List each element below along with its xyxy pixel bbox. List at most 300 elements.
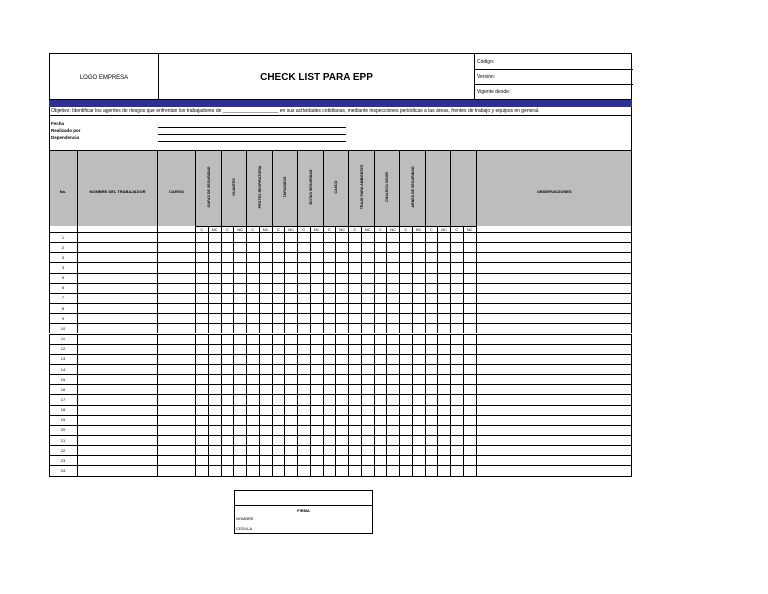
cumple-cell[interactable]: [247, 313, 260, 323]
no-cumple-cell[interactable]: [464, 252, 477, 262]
cumple-cell[interactable]: [324, 384, 337, 394]
no-cumple-cell[interactable]: [285, 323, 298, 333]
cumple-cell[interactable]: [349, 242, 362, 252]
cumple-cell[interactable]: [196, 364, 209, 374]
cumple-cell[interactable]: [273, 334, 286, 344]
cumple-cell[interactable]: [298, 293, 311, 303]
cumple-cell[interactable]: [375, 242, 388, 252]
cumple-cell[interactable]: [400, 313, 413, 323]
no-cumple-cell[interactable]: [234, 252, 247, 262]
observaciones-cell[interactable]: [477, 465, 633, 475]
no-cumple-cell[interactable]: [209, 323, 222, 333]
no-cumple-cell[interactable]: [387, 364, 400, 374]
cumple-cell[interactable]: [247, 262, 260, 272]
cargo-cell[interactable]: [158, 252, 196, 262]
no-cumple-cell[interactable]: [234, 323, 247, 333]
cumple-cell[interactable]: [375, 303, 388, 313]
cumple-cell[interactable]: [196, 242, 209, 252]
cumple-cell[interactable]: [451, 303, 464, 313]
cargo-cell[interactable]: [158, 445, 196, 455]
cumple-cell[interactable]: [375, 323, 388, 333]
cumple-cell[interactable]: [426, 415, 439, 425]
observaciones-cell[interactable]: [477, 323, 633, 333]
no-cumple-cell[interactable]: [336, 242, 349, 252]
cumple-cell[interactable]: [247, 334, 260, 344]
cumple-cell[interactable]: [196, 293, 209, 303]
no-cumple-cell[interactable]: [464, 273, 477, 283]
cumple-cell[interactable]: [196, 283, 209, 293]
cumple-cell[interactable]: [222, 435, 235, 445]
no-cumple-cell[interactable]: [311, 334, 324, 344]
no-cumple-cell[interactable]: [311, 465, 324, 475]
no-cumple-cell[interactable]: [336, 283, 349, 293]
cumple-cell[interactable]: [375, 344, 388, 354]
no-cumple-cell[interactable]: [464, 242, 477, 252]
cargo-cell[interactable]: [158, 364, 196, 374]
cumple-cell[interactable]: [196, 252, 209, 262]
cumple-cell[interactable]: [426, 262, 439, 272]
no-cumple-cell[interactable]: [413, 405, 426, 415]
cumple-cell[interactable]: [247, 242, 260, 252]
no-cumple-cell[interactable]: [260, 384, 273, 394]
no-cumple-cell[interactable]: [413, 273, 426, 283]
no-cumple-cell[interactable]: [464, 232, 477, 242]
no-cumple-cell[interactable]: [209, 425, 222, 435]
cumple-cell[interactable]: [400, 252, 413, 262]
no-cumple-cell[interactable]: [285, 445, 298, 455]
no-cumple-cell[interactable]: [413, 313, 426, 323]
cumple-cell[interactable]: [349, 415, 362, 425]
cumple-cell[interactable]: [324, 334, 337, 344]
no-cumple-cell[interactable]: [362, 313, 375, 323]
no-cumple-cell[interactable]: [285, 435, 298, 445]
no-cumple-cell[interactable]: [464, 283, 477, 293]
dependencia-field[interactable]: [158, 141, 346, 142]
cumple-cell[interactable]: [349, 323, 362, 333]
cumple-cell[interactable]: [375, 445, 388, 455]
no-cumple-cell[interactable]: [234, 354, 247, 364]
cumple-cell[interactable]: [222, 374, 235, 384]
no-cumple-cell[interactable]: [413, 344, 426, 354]
cumple-cell[interactable]: [324, 415, 337, 425]
nombre-cell[interactable]: [78, 344, 158, 354]
nombre-cell[interactable]: [78, 334, 158, 344]
cumple-cell[interactable]: [375, 425, 388, 435]
cumple-cell[interactable]: [375, 354, 388, 364]
no-cumple-cell[interactable]: [438, 293, 451, 303]
cargo-cell[interactable]: [158, 344, 196, 354]
cumple-cell[interactable]: [273, 445, 286, 455]
cumple-cell[interactable]: [273, 384, 286, 394]
no-cumple-cell[interactable]: [336, 465, 349, 475]
no-cumple-cell[interactable]: [311, 283, 324, 293]
cumple-cell[interactable]: [375, 232, 388, 242]
nombre-cell[interactable]: [78, 262, 158, 272]
no-cumple-cell[interactable]: [464, 262, 477, 272]
no-cumple-cell[interactable]: [311, 303, 324, 313]
no-cumple-cell[interactable]: [311, 313, 324, 323]
cumple-cell[interactable]: [426, 323, 439, 333]
cumple-cell[interactable]: [324, 465, 337, 475]
no-cumple-cell[interactable]: [260, 252, 273, 262]
cumple-cell[interactable]: [400, 445, 413, 455]
cumple-cell[interactable]: [426, 242, 439, 252]
cumple-cell[interactable]: [273, 344, 286, 354]
no-cumple-cell[interactable]: [260, 445, 273, 455]
no-cumple-cell[interactable]: [311, 344, 324, 354]
cumple-cell[interactable]: [451, 313, 464, 323]
cumple-cell[interactable]: [426, 394, 439, 404]
cargo-cell[interactable]: [158, 394, 196, 404]
no-cumple-cell[interactable]: [285, 313, 298, 323]
cumple-cell[interactable]: [400, 334, 413, 344]
cargo-cell[interactable]: [158, 415, 196, 425]
no-cumple-cell[interactable]: [438, 445, 451, 455]
cumple-cell[interactable]: [222, 334, 235, 344]
no-cumple-cell[interactable]: [285, 273, 298, 283]
cumple-cell[interactable]: [426, 293, 439, 303]
cumple-cell[interactable]: [400, 242, 413, 252]
cumple-cell[interactable]: [222, 323, 235, 333]
no-cumple-cell[interactable]: [387, 445, 400, 455]
cumple-cell[interactable]: [298, 334, 311, 344]
no-cumple-cell[interactable]: [209, 293, 222, 303]
no-cumple-cell[interactable]: [285, 232, 298, 242]
no-cumple-cell[interactable]: [209, 405, 222, 415]
cumple-cell[interactable]: [426, 313, 439, 323]
no-cumple-cell[interactable]: [311, 252, 324, 262]
cumple-cell[interactable]: [247, 344, 260, 354]
observaciones-cell[interactable]: [477, 252, 633, 262]
no-cumple-cell[interactable]: [209, 354, 222, 364]
cumple-cell[interactable]: [222, 445, 235, 455]
no-cumple-cell[interactable]: [311, 323, 324, 333]
cumple-cell[interactable]: [426, 435, 439, 445]
no-cumple-cell[interactable]: [209, 242, 222, 252]
observaciones-cell[interactable]: [477, 293, 633, 303]
no-cumple-cell[interactable]: [464, 364, 477, 374]
no-cumple-cell[interactable]: [438, 344, 451, 354]
cumple-cell[interactable]: [451, 394, 464, 404]
cumple-cell[interactable]: [273, 293, 286, 303]
cumple-cell[interactable]: [222, 232, 235, 242]
cumple-cell[interactable]: [324, 232, 337, 242]
nombre-cell[interactable]: [78, 405, 158, 415]
cumple-cell[interactable]: [324, 354, 337, 364]
no-cumple-cell[interactable]: [234, 405, 247, 415]
observaciones-cell[interactable]: [477, 262, 633, 272]
observaciones-cell[interactable]: [477, 435, 633, 445]
no-cumple-cell[interactable]: [413, 262, 426, 272]
no-cumple-cell[interactable]: [362, 364, 375, 374]
no-cumple-cell[interactable]: [285, 405, 298, 415]
observaciones-cell[interactable]: [477, 313, 633, 323]
cumple-cell[interactable]: [247, 283, 260, 293]
nombre-cell[interactable]: [78, 273, 158, 283]
cumple-cell[interactable]: [298, 415, 311, 425]
observaciones-cell[interactable]: [477, 394, 633, 404]
cumple-cell[interactable]: [222, 283, 235, 293]
cumple-cell[interactable]: [375, 465, 388, 475]
cumple-cell[interactable]: [298, 405, 311, 415]
no-cumple-cell[interactable]: [311, 374, 324, 384]
observaciones-cell[interactable]: [477, 354, 633, 364]
cumple-cell[interactable]: [451, 435, 464, 445]
no-cumple-cell[interactable]: [260, 273, 273, 283]
cumple-cell[interactable]: [375, 293, 388, 303]
cargo-cell[interactable]: [158, 435, 196, 445]
cumple-cell[interactable]: [375, 252, 388, 262]
cumple-cell[interactable]: [298, 232, 311, 242]
observaciones-cell[interactable]: [477, 303, 633, 313]
no-cumple-cell[interactable]: [413, 232, 426, 242]
cumple-cell[interactable]: [222, 303, 235, 313]
no-cumple-cell[interactable]: [438, 435, 451, 445]
nombre-cell[interactable]: [78, 303, 158, 313]
no-cumple-cell[interactable]: [234, 262, 247, 272]
no-cumple-cell[interactable]: [438, 384, 451, 394]
cumple-cell[interactable]: [196, 323, 209, 333]
no-cumple-cell[interactable]: [336, 415, 349, 425]
cumple-cell[interactable]: [324, 283, 337, 293]
observaciones-cell[interactable]: [477, 415, 633, 425]
no-cumple-cell[interactable]: [234, 384, 247, 394]
observaciones-cell[interactable]: [477, 273, 633, 283]
no-cumple-cell[interactable]: [362, 232, 375, 242]
cumple-cell[interactable]: [400, 364, 413, 374]
no-cumple-cell[interactable]: [260, 364, 273, 374]
cumple-cell[interactable]: [273, 232, 286, 242]
cumple-cell[interactable]: [247, 405, 260, 415]
cumple-cell[interactable]: [400, 455, 413, 465]
no-cumple-cell[interactable]: [285, 283, 298, 293]
no-cumple-cell[interactable]: [234, 415, 247, 425]
no-cumple-cell[interactable]: [362, 344, 375, 354]
cumple-cell[interactable]: [196, 313, 209, 323]
cumple-cell[interactable]: [196, 354, 209, 364]
no-cumple-cell[interactable]: [209, 384, 222, 394]
cumple-cell[interactable]: [324, 273, 337, 283]
no-cumple-cell[interactable]: [209, 303, 222, 313]
cumple-cell[interactable]: [247, 354, 260, 364]
no-cumple-cell[interactable]: [387, 465, 400, 475]
cargo-cell[interactable]: [158, 273, 196, 283]
nombre-cell[interactable]: [78, 283, 158, 293]
no-cumple-cell[interactable]: [362, 384, 375, 394]
cumple-cell[interactable]: [196, 344, 209, 354]
no-cumple-cell[interactable]: [311, 293, 324, 303]
no-cumple-cell[interactable]: [336, 262, 349, 272]
no-cumple-cell[interactable]: [464, 313, 477, 323]
cumple-cell[interactable]: [273, 283, 286, 293]
cumple-cell[interactable]: [400, 354, 413, 364]
cumple-cell[interactable]: [451, 262, 464, 272]
no-cumple-cell[interactable]: [285, 425, 298, 435]
no-cumple-cell[interactable]: [387, 242, 400, 252]
nombre-cell[interactable]: [78, 445, 158, 455]
no-cumple-cell[interactable]: [209, 364, 222, 374]
no-cumple-cell[interactable]: [234, 455, 247, 465]
observaciones-cell[interactable]: [477, 374, 633, 384]
cumple-cell[interactable]: [247, 425, 260, 435]
no-cumple-cell[interactable]: [311, 364, 324, 374]
no-cumple-cell[interactable]: [336, 252, 349, 262]
no-cumple-cell[interactable]: [362, 465, 375, 475]
cumple-cell[interactable]: [349, 313, 362, 323]
observaciones-cell[interactable]: [477, 283, 633, 293]
cumple-cell[interactable]: [451, 323, 464, 333]
signature-space[interactable]: [235, 491, 372, 506]
no-cumple-cell[interactable]: [209, 283, 222, 293]
no-cumple-cell[interactable]: [260, 374, 273, 384]
no-cumple-cell[interactable]: [260, 283, 273, 293]
fecha-field[interactable]: [158, 127, 346, 128]
cumple-cell[interactable]: [400, 262, 413, 272]
no-cumple-cell[interactable]: [387, 283, 400, 293]
nombre-cell[interactable]: [78, 425, 158, 435]
cargo-cell[interactable]: [158, 455, 196, 465]
no-cumple-cell[interactable]: [285, 465, 298, 475]
cumple-cell[interactable]: [298, 394, 311, 404]
cumple-cell[interactable]: [324, 455, 337, 465]
nombre-cell[interactable]: [78, 384, 158, 394]
cumple-cell[interactable]: [375, 313, 388, 323]
no-cumple-cell[interactable]: [413, 384, 426, 394]
cumple-cell[interactable]: [400, 323, 413, 333]
cumple-cell[interactable]: [400, 415, 413, 425]
no-cumple-cell[interactable]: [362, 283, 375, 293]
cumple-cell[interactable]: [349, 405, 362, 415]
cumple-cell[interactable]: [375, 405, 388, 415]
cumple-cell[interactable]: [324, 262, 337, 272]
no-cumple-cell[interactable]: [413, 242, 426, 252]
no-cumple-cell[interactable]: [234, 303, 247, 313]
cumple-cell[interactable]: [400, 425, 413, 435]
no-cumple-cell[interactable]: [234, 232, 247, 242]
cumple-cell[interactable]: [298, 445, 311, 455]
no-cumple-cell[interactable]: [336, 405, 349, 415]
no-cumple-cell[interactable]: [311, 232, 324, 242]
cumple-cell[interactable]: [298, 354, 311, 364]
cumple-cell[interactable]: [375, 394, 388, 404]
cumple-cell[interactable]: [298, 465, 311, 475]
cumple-cell[interactable]: [222, 344, 235, 354]
cumple-cell[interactable]: [451, 455, 464, 465]
no-cumple-cell[interactable]: [285, 242, 298, 252]
no-cumple-cell[interactable]: [336, 384, 349, 394]
cumple-cell[interactable]: [298, 384, 311, 394]
no-cumple-cell[interactable]: [438, 242, 451, 252]
cumple-cell[interactable]: [247, 252, 260, 262]
no-cumple-cell[interactable]: [413, 303, 426, 313]
cumple-cell[interactable]: [426, 455, 439, 465]
nombre-cell[interactable]: [78, 415, 158, 425]
cumple-cell[interactable]: [196, 415, 209, 425]
no-cumple-cell[interactable]: [362, 242, 375, 252]
no-cumple-cell[interactable]: [234, 283, 247, 293]
no-cumple-cell[interactable]: [387, 323, 400, 333]
cargo-cell[interactable]: [158, 334, 196, 344]
cumple-cell[interactable]: [349, 252, 362, 262]
no-cumple-cell[interactable]: [285, 384, 298, 394]
cumple-cell[interactable]: [196, 384, 209, 394]
no-cumple-cell[interactable]: [260, 455, 273, 465]
nombre-cell[interactable]: [78, 394, 158, 404]
no-cumple-cell[interactable]: [387, 374, 400, 384]
cumple-cell[interactable]: [324, 435, 337, 445]
nombre-cell[interactable]: [78, 374, 158, 384]
nombre-cell[interactable]: [78, 323, 158, 333]
cumple-cell[interactable]: [222, 354, 235, 364]
no-cumple-cell[interactable]: [260, 313, 273, 323]
no-cumple-cell[interactable]: [234, 273, 247, 283]
cumple-cell[interactable]: [273, 252, 286, 262]
cumple-cell[interactable]: [298, 344, 311, 354]
no-cumple-cell[interactable]: [464, 435, 477, 445]
no-cumple-cell[interactable]: [260, 323, 273, 333]
cumple-cell[interactable]: [247, 384, 260, 394]
no-cumple-cell[interactable]: [234, 394, 247, 404]
no-cumple-cell[interactable]: [209, 415, 222, 425]
nombre-cell[interactable]: [78, 435, 158, 445]
no-cumple-cell[interactable]: [464, 465, 477, 475]
cumple-cell[interactable]: [375, 435, 388, 445]
no-cumple-cell[interactable]: [336, 374, 349, 384]
cumple-cell[interactable]: [324, 293, 337, 303]
no-cumple-cell[interactable]: [336, 303, 349, 313]
cumple-cell[interactable]: [298, 435, 311, 445]
no-cumple-cell[interactable]: [260, 344, 273, 354]
cumple-cell[interactable]: [273, 455, 286, 465]
no-cumple-cell[interactable]: [234, 242, 247, 252]
no-cumple-cell[interactable]: [234, 344, 247, 354]
no-cumple-cell[interactable]: [438, 394, 451, 404]
cumple-cell[interactable]: [349, 465, 362, 475]
cumple-cell[interactable]: [222, 384, 235, 394]
cumple-cell[interactable]: [400, 384, 413, 394]
no-cumple-cell[interactable]: [362, 415, 375, 425]
no-cumple-cell[interactable]: [209, 435, 222, 445]
cumple-cell[interactable]: [349, 283, 362, 293]
cumple-cell[interactable]: [451, 405, 464, 415]
no-cumple-cell[interactable]: [311, 273, 324, 283]
cumple-cell[interactable]: [247, 273, 260, 283]
cumple-cell[interactable]: [298, 283, 311, 293]
no-cumple-cell[interactable]: [285, 303, 298, 313]
cumple-cell[interactable]: [324, 394, 337, 404]
no-cumple-cell[interactable]: [362, 273, 375, 283]
no-cumple-cell[interactable]: [438, 323, 451, 333]
no-cumple-cell[interactable]: [438, 405, 451, 415]
cumple-cell[interactable]: [247, 374, 260, 384]
cumple-cell[interactable]: [400, 232, 413, 242]
cargo-cell[interactable]: [158, 354, 196, 364]
no-cumple-cell[interactable]: [336, 455, 349, 465]
cumple-cell[interactable]: [273, 415, 286, 425]
no-cumple-cell[interactable]: [234, 374, 247, 384]
no-cumple-cell[interactable]: [260, 232, 273, 242]
no-cumple-cell[interactable]: [311, 445, 324, 455]
cargo-cell[interactable]: [158, 232, 196, 242]
cumple-cell[interactable]: [247, 465, 260, 475]
cumple-cell[interactable]: [298, 303, 311, 313]
no-cumple-cell[interactable]: [209, 232, 222, 242]
no-cumple-cell[interactable]: [413, 323, 426, 333]
no-cumple-cell[interactable]: [438, 232, 451, 242]
nombre-cell[interactable]: [78, 455, 158, 465]
no-cumple-cell[interactable]: [413, 354, 426, 364]
no-cumple-cell[interactable]: [336, 334, 349, 344]
